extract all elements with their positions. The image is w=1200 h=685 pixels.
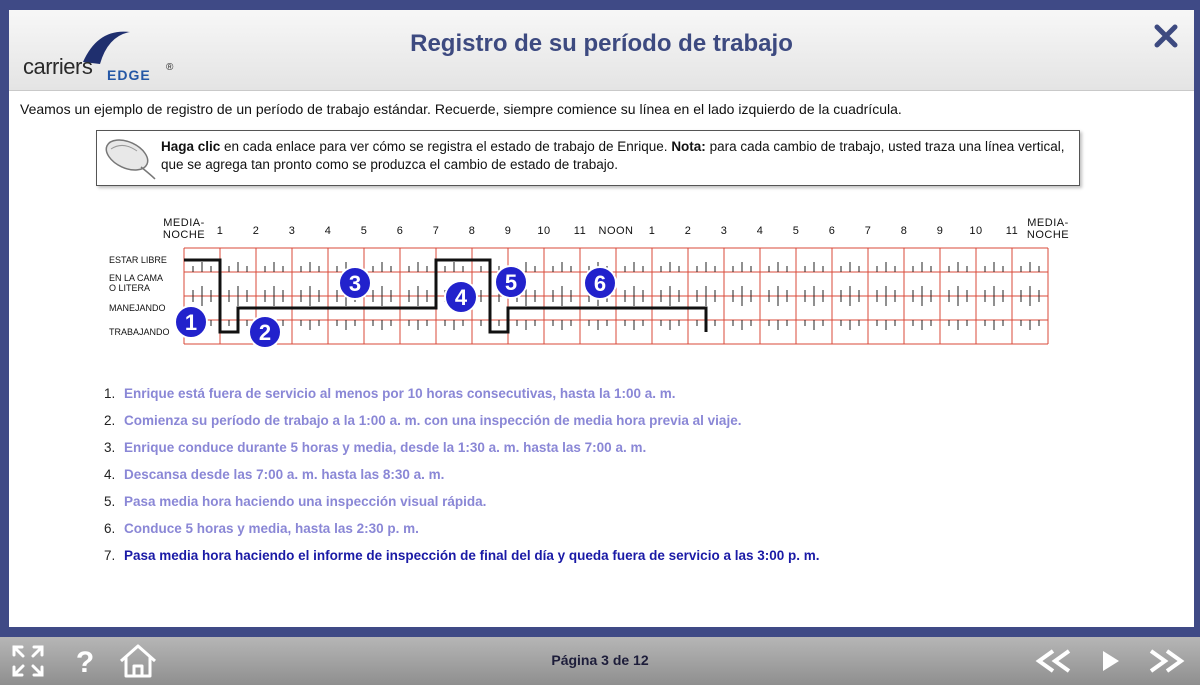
svg-text:6: 6 [593, 271, 607, 296]
svg-text:2: 2 [258, 320, 272, 345]
fast-forward-icon [1145, 643, 1187, 679]
log-grid [9, 10, 1194, 380]
hour-label: 7 [432, 225, 440, 237]
step-number: 6. [104, 521, 116, 536]
step-link[interactable]: Enrique conduce durante 5 horas y media, desde la 1:30 a. m. hasta las 7:00 a. m. [124, 440, 647, 455]
row-label: ESTAR LIBRE [109, 255, 167, 265]
footer-bar [0, 637, 1200, 685]
step-item [104, 385, 824, 402]
hour-label: 4 [324, 225, 332, 237]
hour-label: 2 [252, 225, 260, 237]
svg-text:?: ? [75, 646, 95, 679]
instruction-part2: para cada cambio de trabajo, usted traza una línea vertical, que se agrega tan pronto como se produzca el cambio de estado de trabajo. [161, 139, 1065, 172]
step-number: 3. [104, 440, 116, 455]
step-number: 4. [104, 467, 116, 482]
hour-label: 1 [648, 225, 656, 237]
hour-label: 2 [684, 225, 692, 237]
lesson-window [9, 10, 1194, 627]
instruction-lead: Haga clic [161, 139, 221, 154]
step-link[interactable]: Pasa media hora haciendo una inspección visual rápida. [124, 494, 487, 509]
step-marker-5[interactable] [495, 266, 527, 298]
hour-label: 10 [969, 225, 983, 237]
svg-text:3: 3 [348, 271, 362, 296]
previous-button[interactable] [1033, 643, 1075, 679]
hour-label: MEDIA-NOCHE [1026, 217, 1070, 241]
step-item [104, 493, 824, 510]
hour-label: 8 [900, 225, 908, 237]
logo-registered: ® [166, 62, 174, 73]
step-number: 1. [104, 386, 116, 401]
step-link[interactable]: Descansa desde las 7:00 a. m. hasta las 8:30 a. m. [124, 467, 445, 482]
step-number: 2. [104, 413, 116, 428]
step-item [104, 466, 824, 483]
intro-text: Veamos un ejemplo de registro de un período de trabajo estándar. Recuerde, siempre comience su línea en el lado izquierdo de la cuadrícula. [20, 101, 902, 117]
row-labels [109, 255, 170, 337]
play-icon [1095, 643, 1125, 679]
steps-list [104, 385, 824, 574]
step-item [104, 439, 824, 456]
step-link[interactable]: Enrique está fuera de servicio al menos por 10 horas consecutivas, hasta la 1:00 a. m. [124, 386, 676, 401]
step-item [104, 547, 824, 564]
page-indicator: Página 3 de 12 [551, 652, 649, 668]
hour-label: 3 [288, 225, 296, 237]
step-marker-4[interactable] [445, 281, 477, 313]
step-marker-3[interactable] [339, 267, 371, 299]
hour-label: 6 [828, 225, 836, 237]
hour-label: 8 [468, 225, 476, 237]
hour-label: 11 [573, 225, 587, 237]
hour-label: 4 [756, 225, 764, 237]
step-number: 5. [104, 494, 116, 509]
hour-labels [163, 217, 1069, 241]
hour-label: 6 [396, 225, 404, 237]
hour-label: 7 [864, 225, 872, 237]
step-link[interactable]: Pasa media hora haciendo el informe de inspección de final del día y queda fuera de servicio a las 3:00 p. m. [124, 548, 820, 563]
step-link[interactable]: Conduce 5 horas y media, hasta las 2:30 p. m. [124, 521, 419, 536]
hour-label: NOON [598, 225, 634, 237]
hour-label: 5 [360, 225, 368, 237]
hour-label: 10 [537, 225, 551, 237]
hour-label: 3 [720, 225, 728, 237]
hour-label: 9 [504, 225, 512, 237]
step-item [104, 520, 824, 537]
hour-label: 5 [792, 225, 800, 237]
logo-edge: EDGE [107, 67, 151, 83]
rewind-icon [1033, 643, 1075, 679]
step-marker-6[interactable] [584, 267, 616, 299]
next-button[interactable] [1145, 643, 1187, 679]
hour-label: 1 [216, 225, 224, 237]
step-item [104, 412, 824, 429]
play-button[interactable] [1095, 643, 1125, 679]
grid-lines [184, 248, 1048, 344]
row-label: EN LA CAMA O LITERA [109, 273, 164, 293]
instruction-part1: en cada enlace para ver cómo se registra el estado de trabajo de Enrique. [220, 139, 672, 154]
instruction-note-label: Nota: [671, 139, 706, 154]
svg-text:4: 4 [454, 285, 468, 310]
svg-text:5: 5 [504, 270, 518, 295]
hour-label: MEDIA-NOCHE [162, 217, 206, 241]
hour-label: 9 [936, 225, 944, 237]
step-number: 7. [104, 548, 116, 563]
page-title: Registro de su período de trabajo [410, 30, 793, 57]
step-marker-2[interactable] [249, 316, 281, 348]
step-link[interactable]: Comienza su período de trabajo a la 1:00 a. m. con una inspección de media hora previa al viaje. [124, 413, 742, 428]
logo-word: carriers [23, 54, 93, 79]
svg-text:1: 1 [184, 310, 198, 335]
row-label: TRABAJANDO [109, 327, 170, 337]
row-label: MANEJANDO [109, 303, 166, 313]
hour-label: 11 [1005, 225, 1019, 237]
step-marker-1[interactable] [175, 306, 207, 338]
